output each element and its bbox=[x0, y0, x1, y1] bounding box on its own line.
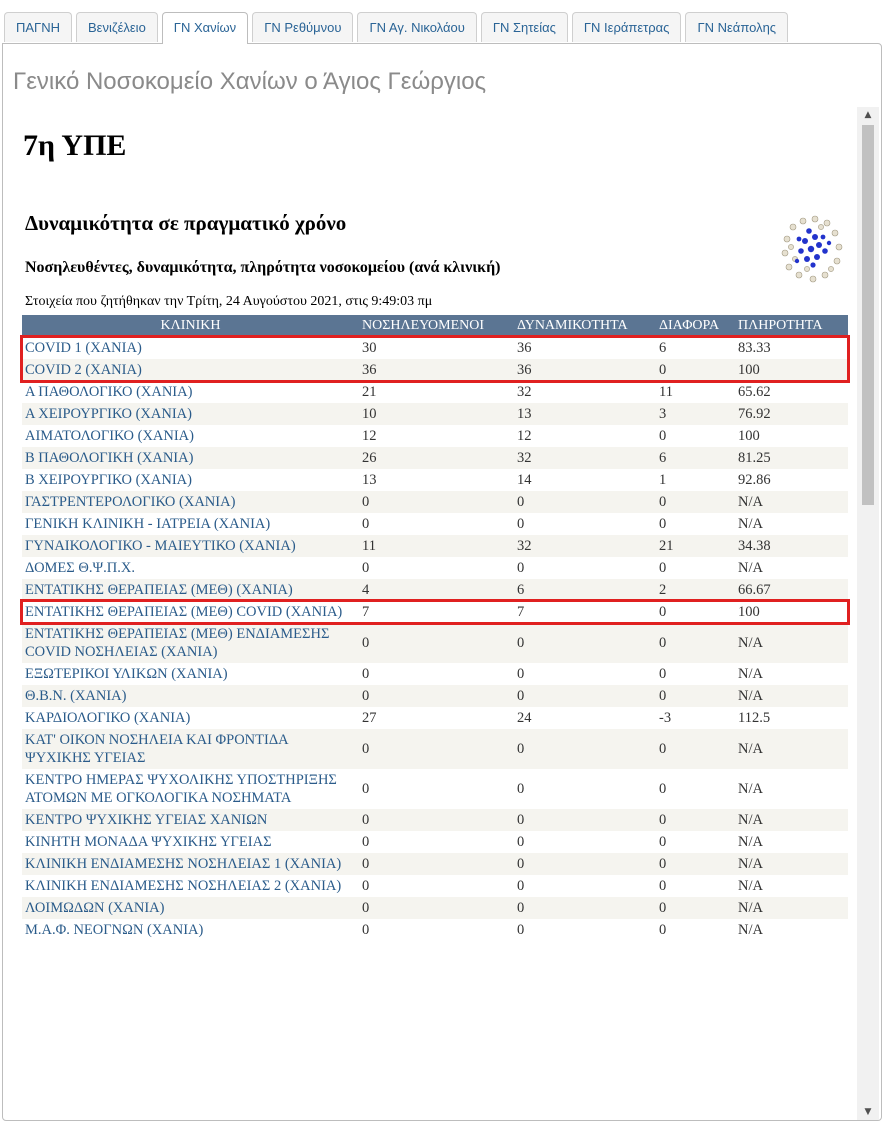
column-header-difference[interactable]: ΔΙΑΦΟΡΑ bbox=[656, 315, 735, 337]
difference-cell: 0 bbox=[659, 516, 667, 532]
table-row bbox=[22, 897, 848, 919]
capacity-cell: 13 bbox=[514, 403, 656, 425]
clinic-name-link[interactable]: ΔΟΜΕΣ Θ.Ψ.Π.Χ. bbox=[25, 560, 135, 576]
capacity-cell: 12 bbox=[517, 428, 532, 444]
patients-cell: 0 bbox=[359, 897, 514, 919]
occupancy-cell: 100 bbox=[738, 604, 760, 620]
column-header-occupancy[interactable]: ΠΛΗΡΟΤΗΤΑ bbox=[735, 315, 848, 337]
capacity-cell: 0 bbox=[514, 491, 656, 513]
table-row bbox=[22, 337, 848, 359]
scrollbar-thumb[interactable] bbox=[862, 125, 874, 505]
capacity-cell: 24 bbox=[517, 710, 532, 726]
occupancy-cell: N/A bbox=[738, 666, 763, 682]
clinic-name-link[interactable]: ΑΙΜΑΤΟΛΟΓΙΚΟ (ΧΑΝΙΑ) bbox=[25, 428, 194, 444]
report-heading: Δυναμικότητα σε πραγματικό χρόνο bbox=[25, 211, 347, 235]
patients-cell: 0 bbox=[362, 834, 370, 850]
patients-cell: 0 bbox=[359, 491, 514, 513]
table-row bbox=[22, 557, 848, 579]
capacity-cell: 14 bbox=[517, 472, 532, 488]
occupancy-cell: N/A bbox=[738, 560, 763, 576]
occupancy-cell: 34.38 bbox=[735, 535, 848, 557]
report-frame bbox=[3, 107, 879, 1120]
patients-cell: 7 bbox=[362, 604, 370, 620]
clinic-name-link[interactable]: ΕΝΤΑΤΙΚΗΣ ΘΕΡΑΠΕΙΑΣ (ΜΕΘ) (ΧΑΝΙΑ) bbox=[22, 579, 359, 601]
capacity-cell: 7 bbox=[517, 604, 525, 620]
patients-cell: 0 bbox=[359, 729, 514, 769]
clinic-name-link[interactable]: ΚΑΡΔΙΟΛΟΓΙΚΟ (ΧΑΝΙΑ) bbox=[25, 710, 191, 726]
patients-cell: 4 bbox=[359, 579, 514, 601]
capacity-cell: 0 bbox=[514, 809, 656, 831]
tab-0[interactable]: ΠΑΓΝΗ bbox=[4, 12, 72, 42]
capacity-cell: 0 bbox=[514, 729, 656, 769]
clinic-name-link[interactable]: Α ΧΕΙΡΟΥΡΓΙΚΟ (ΧΑΝΙΑ) bbox=[22, 403, 359, 425]
occupancy-cell: 100 bbox=[735, 359, 848, 381]
patients-cell: 0 bbox=[359, 623, 514, 663]
occupancy-cell: 112.5 bbox=[738, 710, 771, 726]
patients-cell: 0 bbox=[362, 781, 370, 797]
clinic-name-link[interactable]: ΕΞΩΤΕΡΙΚΟΙ ΥΛΙΚΩΝ (ΧΑΝΙΑ) bbox=[25, 666, 228, 682]
table-header-row bbox=[22, 315, 848, 337]
occupancy-cell: N/A bbox=[735, 853, 848, 875]
table-row bbox=[22, 381, 848, 403]
occupancy-cell: N/A bbox=[738, 834, 763, 850]
occupancy-cell: N/A bbox=[738, 878, 763, 894]
capacity-cell: 0 bbox=[514, 897, 656, 919]
clinic-name-link[interactable]: ΚΛΙΝΙΚΗ ΕΝΔΙΑΜΕΣΗΣ ΝΟΣΗΛΕΙΑΣ 1 (ΧΑΝΙΑ) bbox=[22, 853, 359, 875]
capacity-cell: 32 bbox=[517, 384, 532, 400]
table-row bbox=[22, 707, 848, 729]
request-timestamp: Στοιχεία που ζητήθηκαν την Τρίτη, 24 Αυγούστου 2021, στις 9:49:03 πμ bbox=[25, 294, 433, 309]
capacity-cell: 0 bbox=[517, 666, 525, 682]
clinic-name-link[interactable]: Α ΠΑΘΟΛΟΓΙΚΟ (ΧΑΝΙΑ) bbox=[25, 384, 193, 400]
occupancy-cell: 81.25 bbox=[735, 447, 848, 469]
occupancy-cell: N/A bbox=[735, 897, 848, 919]
clinic-name-link[interactable]: ΕΝΤΑΤΙΚΗΣ ΘΕΡΑΠΕΙΑΣ (ΜΕΘ) ΕΝΔΙΑΜΕΣΗΣ COVID ΝΟΣΗΛΕΙΑΣ (ΧΑΝΙΑ) bbox=[22, 623, 359, 663]
tab-6[interactable]: ΓΝ Ιεράπετρας bbox=[572, 12, 682, 42]
clinic-name-link[interactable]: Μ.Α.Φ. ΝΕΟΓΝΩΝ (ΧΑΝΙΑ) bbox=[25, 922, 204, 938]
patients-cell: 0 bbox=[359, 853, 514, 875]
report-content bbox=[3, 107, 855, 1120]
scroll-up-arrow-icon[interactable]: ▲ bbox=[864, 110, 872, 120]
region-title: 7η ΥΠΕ bbox=[23, 129, 127, 162]
capacity-cell: 0 bbox=[514, 853, 656, 875]
occupancy-cell: 100 bbox=[738, 428, 760, 444]
occupancy-cell: 83.33 bbox=[738, 340, 771, 356]
occupancy-cell: N/A bbox=[735, 491, 848, 513]
difference-cell: 0 bbox=[659, 604, 667, 620]
column-header-patients[interactable]: ΝΟΣΗΛΕΥΟΜΕΝΟΙ bbox=[359, 315, 514, 337]
scroll-down-arrow-icon[interactable]: ▼ bbox=[864, 1107, 872, 1117]
clinic-name-link[interactable]: COVID 1 (ΧΑΝΙΑ) bbox=[25, 340, 142, 356]
difference-cell: 0 bbox=[659, 878, 667, 894]
clinic-name-link[interactable]: ΚΕΝΤΡΟ ΗΜΕΡΑΣ ΨΥΧΟΛΙΚΗΣ ΥΠΟΣΤΗΡΙΞΗΣ ΑΤΟΜΩΝ ΜΕ ΟΓΚΟΛΟΓΙΚΑ ΝΟΣΗΜΑΤΑ bbox=[25, 772, 337, 806]
occupancy-cell: N/A bbox=[738, 922, 763, 938]
table-row bbox=[22, 359, 848, 381]
patients-cell: 0 bbox=[359, 809, 514, 831]
clinic-name-link[interactable]: Β ΧΕΙΡΟΥΡΓΙΚΟ (ΧΑΝΙΑ) bbox=[25, 472, 192, 488]
patients-cell: 0 bbox=[359, 685, 514, 707]
patients-cell: 0 bbox=[362, 560, 370, 576]
patients-cell: 26 bbox=[359, 447, 514, 469]
table-row bbox=[22, 875, 848, 897]
patients-cell: 12 bbox=[362, 428, 377, 444]
tab-4[interactable]: ΓΝ Αγ. Νικολάου bbox=[357, 12, 476, 42]
occupancy-cell: 65.62 bbox=[738, 384, 771, 400]
occupancy-cell: 92.86 bbox=[738, 472, 771, 488]
tab-5[interactable]: ΓΝ Σητείας bbox=[481, 12, 568, 42]
capacity-cell: 32 bbox=[514, 535, 656, 557]
capacity-cell: 6 bbox=[514, 579, 656, 601]
clinic-occupancy-table bbox=[22, 315, 848, 941]
clinic-name-link[interactable]: ΚΙΝΗΤΗ ΜΟΝΑΔΑ ΨΥΧΙΚΗΣ ΥΓΕΙΑΣ bbox=[25, 834, 272, 850]
difference-cell: 0 bbox=[659, 781, 667, 797]
capacity-cell: 0 bbox=[517, 560, 525, 576]
clinic-name-link[interactable]: Θ.Β.Ν. (ΧΑΝΙΑ) bbox=[22, 685, 359, 707]
tab-7[interactable]: ΓΝ Νεάπολης bbox=[685, 12, 788, 42]
occupancy-cell: N/A bbox=[735, 729, 848, 769]
difference-cell: 0 bbox=[659, 834, 667, 850]
difference-cell: 0 bbox=[659, 922, 667, 938]
clinic-name-link[interactable]: COVID 2 (ΧΑΝΙΑ) bbox=[22, 359, 359, 381]
occupancy-cell: N/A bbox=[738, 516, 763, 532]
table-row bbox=[22, 663, 848, 685]
difference-cell: 0 bbox=[656, 853, 735, 875]
occupancy-cell: N/A bbox=[738, 781, 763, 797]
difference-cell: 0 bbox=[656, 897, 735, 919]
table-row bbox=[22, 685, 848, 707]
difference-cell: 0 bbox=[659, 666, 667, 682]
patients-cell: 27 bbox=[362, 710, 377, 726]
table-row bbox=[22, 729, 848, 769]
table-row bbox=[22, 601, 848, 623]
patients-cell: 0 bbox=[362, 666, 370, 682]
table-row bbox=[22, 809, 848, 831]
table-row bbox=[22, 831, 848, 853]
panel-title: Γενικό Νοσοκομείο Χανίων ο Άγιος Γεώργιος bbox=[13, 68, 487, 95]
table-row bbox=[22, 769, 848, 809]
difference-cell: 0 bbox=[656, 809, 735, 831]
report-subheading: Νοσηλευθέντες, δυναμικότητα, πληρότητα νοσοκομείου (ανά κλινική) bbox=[25, 259, 501, 276]
table-row bbox=[22, 447, 848, 469]
occupancy-cell: 76.92 bbox=[735, 403, 848, 425]
tab-2[interactable]: ΓΝ Χανίων bbox=[162, 12, 248, 44]
table-row bbox=[22, 535, 848, 557]
patients-cell: 11 bbox=[359, 535, 514, 557]
difference-cell: 0 bbox=[659, 560, 667, 576]
table-row bbox=[22, 623, 848, 663]
difference-cell: 6 bbox=[656, 447, 735, 469]
patients-cell: 30 bbox=[362, 340, 377, 356]
table-row bbox=[22, 513, 848, 535]
patients-cell: 0 bbox=[362, 922, 370, 938]
difference-cell: 0 bbox=[656, 623, 735, 663]
capacity-cell: 36 bbox=[517, 340, 532, 356]
capacity-cell: 32 bbox=[514, 447, 656, 469]
hospital-tabs bbox=[4, 12, 788, 43]
table-row bbox=[22, 579, 848, 601]
occupancy-cell: N/A bbox=[735, 809, 848, 831]
difference-cell: 0 bbox=[656, 685, 735, 707]
difference-cell: 0 bbox=[656, 359, 735, 381]
capacity-cell: 0 bbox=[517, 834, 525, 850]
clinic-name-link[interactable]: Β ΠΑΘΟΛΟΓΙΚΗ (ΧΑΝΙΑ) bbox=[22, 447, 359, 469]
patients-cell: 10 bbox=[359, 403, 514, 425]
table-row bbox=[22, 853, 848, 875]
difference-cell: 2 bbox=[656, 579, 735, 601]
table-row bbox=[22, 919, 848, 941]
molecule-logo-icon bbox=[779, 213, 845, 283]
difference-cell: -3 bbox=[659, 710, 672, 726]
clinic-name-link[interactable]: ΓΑΣΤΡΕΝΤΕΡΟΛΟΓΙΚΟ (ΧΑΝΙΑ) bbox=[22, 491, 359, 513]
difference-cell: 1 bbox=[659, 472, 667, 488]
occupancy-cell: 66.67 bbox=[735, 579, 848, 601]
table-row bbox=[22, 425, 848, 447]
clinic-name-link[interactable]: ΚΑΤ' ΟΙΚΟΝ ΝΟΣΗΛΕΙΑ ΚΑΙ ΦΡΟΝΤΙΔΑ ΨΥΧΙΚΗΣ ΥΓΕΙΑΣ bbox=[22, 729, 359, 769]
capacity-cell: 0 bbox=[517, 516, 525, 532]
table-row bbox=[22, 469, 848, 491]
clinic-name-link[interactable]: ΚΕΝΤΡΟ ΨΥΧΙΚΗΣ ΥΓΕΙΑΣ ΧΑΝΙΩΝ bbox=[22, 809, 359, 831]
tab-3[interactable]: ΓΝ Ρεθύμνου bbox=[252, 12, 353, 42]
hospital-panel bbox=[2, 43, 882, 1121]
patients-cell: 0 bbox=[362, 516, 370, 532]
difference-cell: 3 bbox=[656, 403, 735, 425]
tab-1[interactable]: Βενιζέλειο bbox=[76, 12, 158, 42]
difference-cell: 0 bbox=[656, 491, 735, 513]
clinic-name-link[interactable]: ΕΝΤΑΤΙΚΗΣ ΘΕΡΑΠΕΙΑΣ (ΜΕΘ) COVID (ΧΑΝΙΑ) bbox=[25, 604, 343, 620]
table-row bbox=[22, 403, 848, 425]
table-row bbox=[22, 491, 848, 513]
clinic-name-link[interactable]: ΚΛΙΝΙΚΗ ΕΝΔΙΑΜΕΣΗΣ ΝΟΣΗΛΕΙΑΣ 2 (ΧΑΝΙΑ) bbox=[25, 878, 342, 894]
capacity-cell: 0 bbox=[517, 781, 525, 797]
capacity-cell: 36 bbox=[514, 359, 656, 381]
clinic-name-link[interactable]: ΓΥΝΑΙΚΟΛΟΓΙΚΟ - ΜΑΙΕΥΤΙΚΟ (ΧΑΝΙΑ) bbox=[22, 535, 359, 557]
capacity-cell: 0 bbox=[517, 878, 525, 894]
patients-cell: 13 bbox=[362, 472, 377, 488]
occupancy-cell: N/A bbox=[735, 685, 848, 707]
column-header-capacity[interactable]: ΔΥΝΑΜΙΚΟΤΗΤΑ bbox=[514, 315, 656, 337]
clinic-name-link[interactable]: ΛΟΙΜΩΔΩΝ (ΧΑΝΙΑ) bbox=[22, 897, 359, 919]
capacity-cell: 0 bbox=[514, 623, 656, 663]
difference-cell: 0 bbox=[659, 428, 667, 444]
patients-cell: 0 bbox=[362, 878, 370, 894]
difference-cell: 11 bbox=[659, 384, 673, 400]
difference-cell: 21 bbox=[656, 535, 735, 557]
vertical-scrollbar[interactable] bbox=[857, 107, 879, 1120]
patients-cell: 36 bbox=[359, 359, 514, 381]
difference-cell: 0 bbox=[656, 729, 735, 769]
patients-cell: 21 bbox=[362, 384, 377, 400]
clinic-name-link[interactable]: ΓΕΝΙΚΗ ΚΛΙΝΙΚΗ - ΙΑΤΡΕΙΑ (ΧΑΝΙΑ) bbox=[25, 516, 271, 532]
difference-cell: 6 bbox=[659, 340, 667, 356]
capacity-cell: 0 bbox=[517, 922, 525, 938]
column-header-clinic[interactable]: ΚΛΙΝΙΚΗ bbox=[22, 315, 359, 337]
occupancy-cell: N/A bbox=[735, 623, 848, 663]
capacity-cell: 0 bbox=[514, 685, 656, 707]
